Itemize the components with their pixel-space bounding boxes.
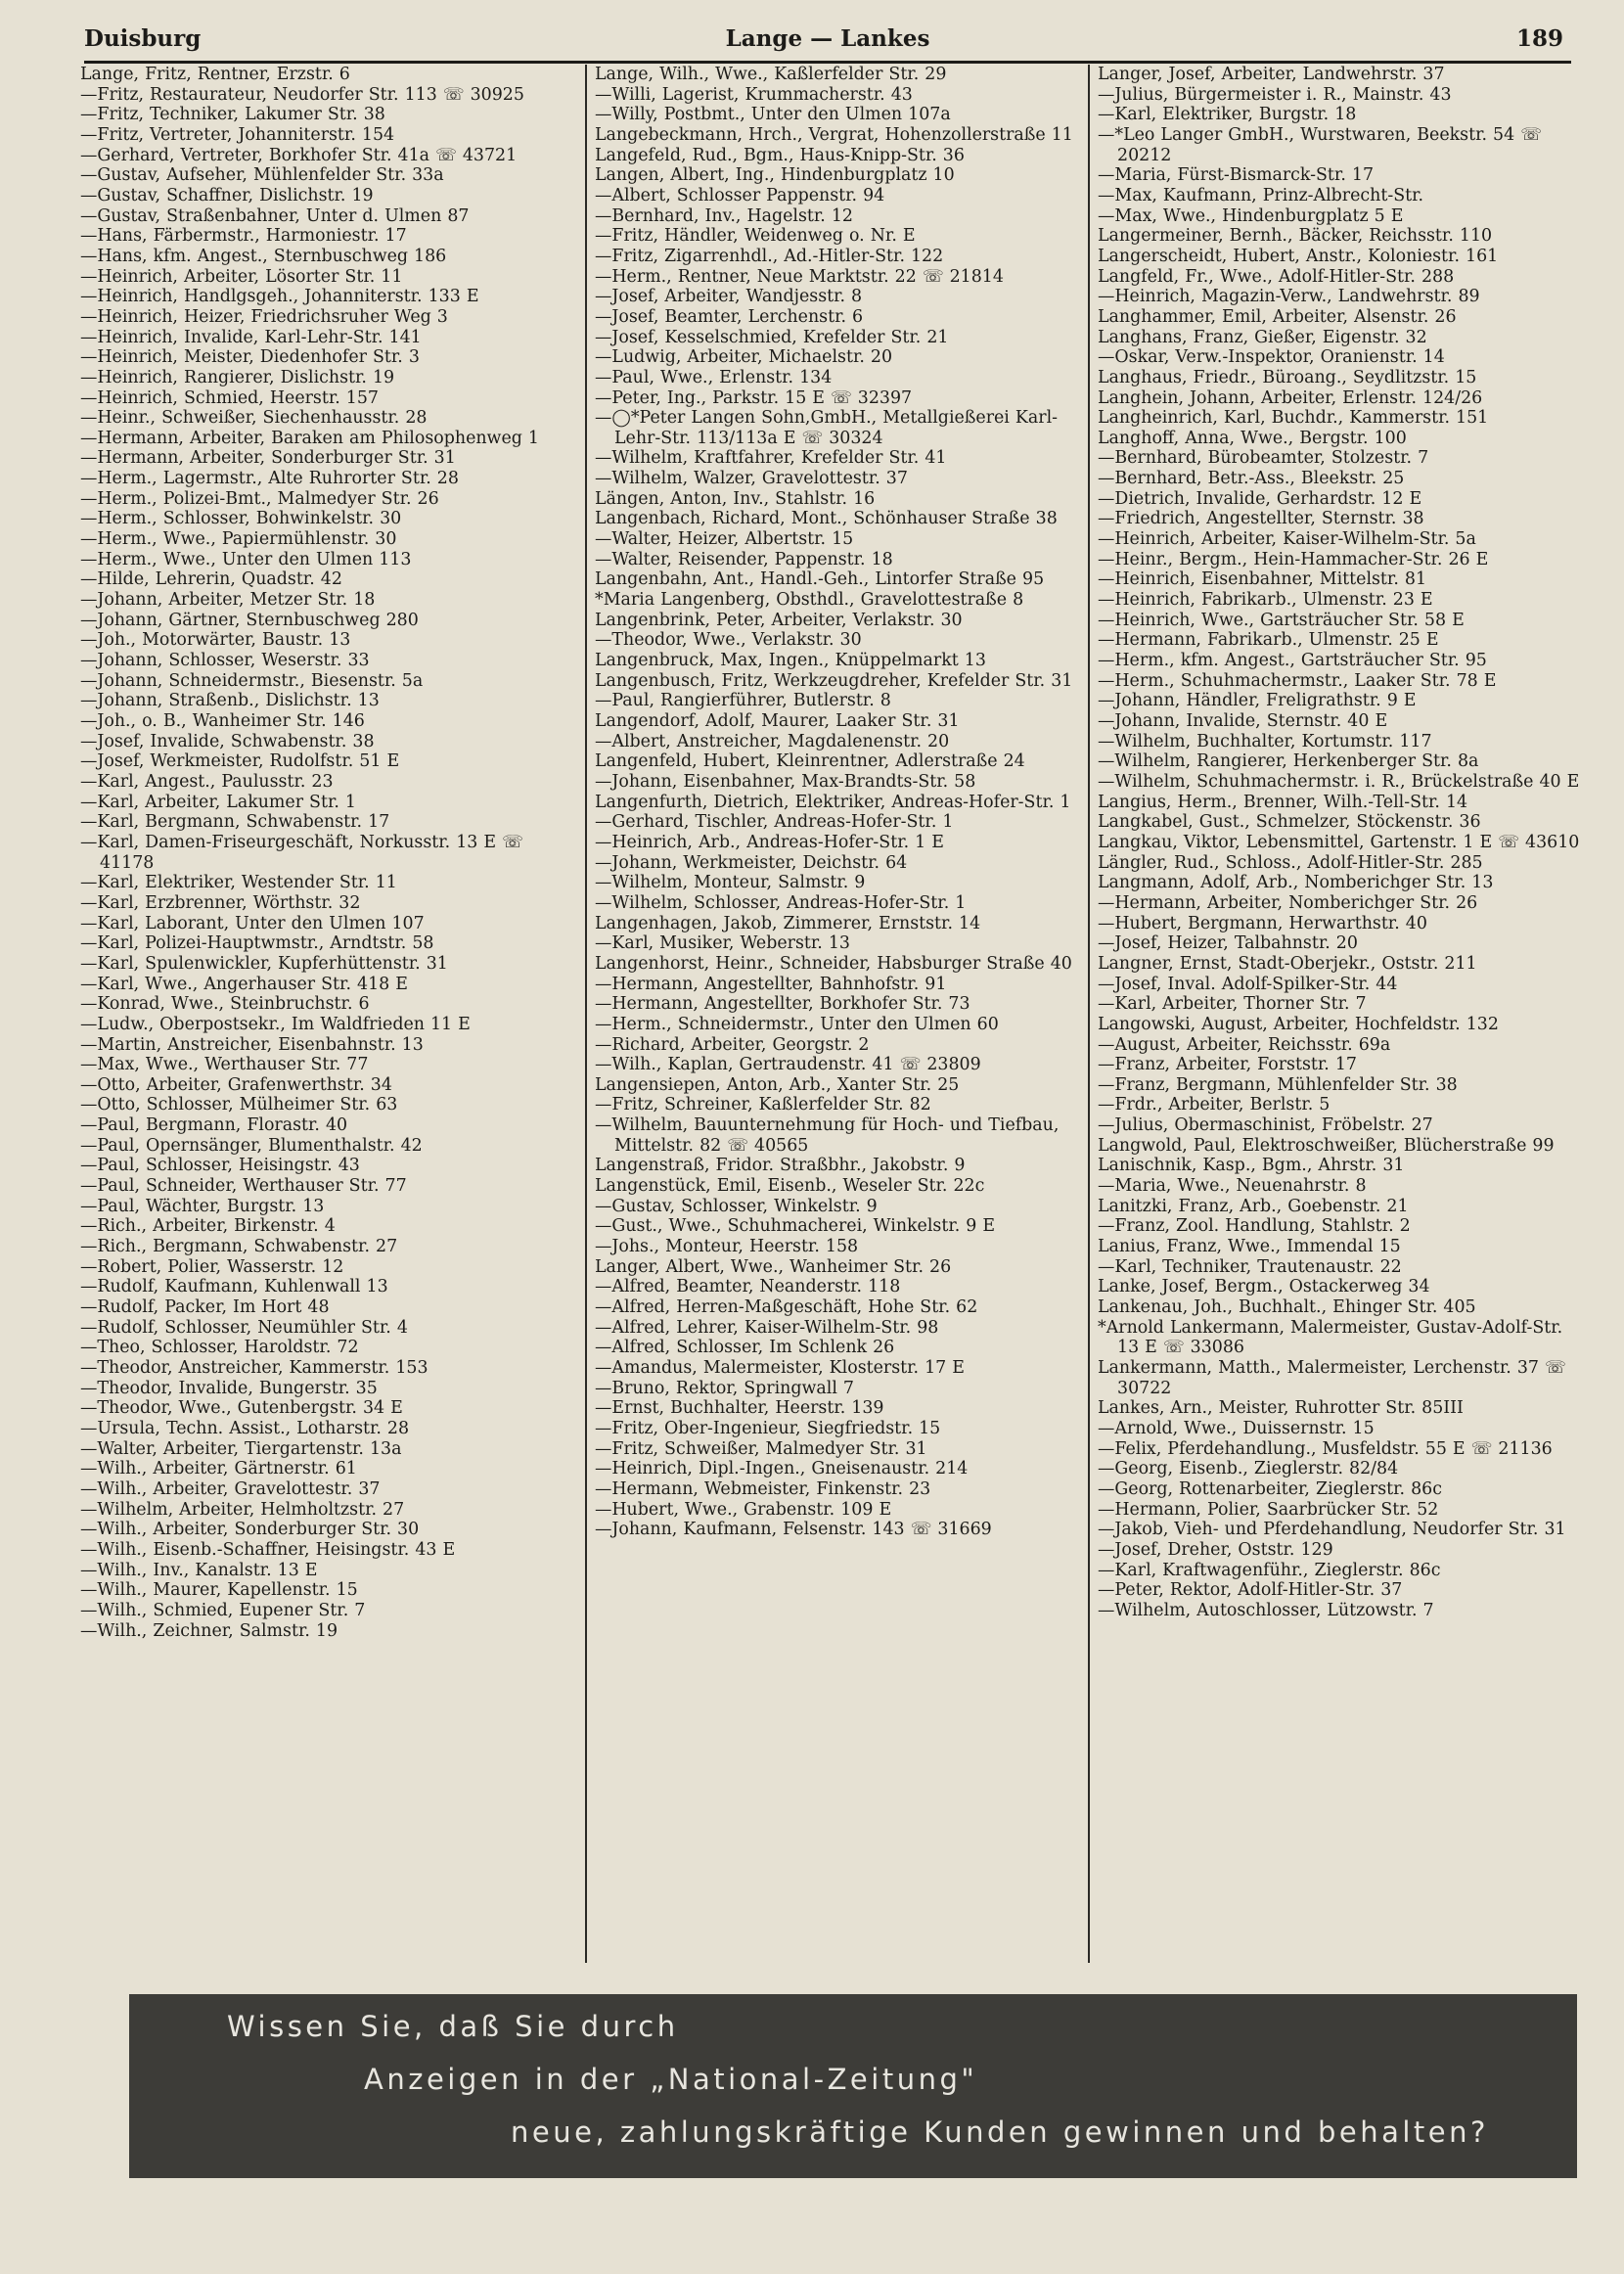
directory-entry: —Wilhelm, Bauunternehmung für Hoch- und Tiefbau, Mittelstr. 82 ☏ 40565 <box>595 1115 1060 1156</box>
directory-entry: Langhammer, Emil, Arbeiter, Alsenstr. 26 <box>1098 306 1457 327</box>
directory-entry: —Wilh., Maurer, Kapellenstr. 15 <box>80 1580 358 1601</box>
directory-entry: —Maria, Wwe., Neuenahrstr. 8 <box>1098 1176 1367 1197</box>
directory-entry: —Walter, Heizer, Albertstr. 15 <box>595 529 854 550</box>
directory-entry: —Jakob, Vieh- und Pferdehandlung, Neudorfer Str. 31 <box>1098 1520 1566 1540</box>
directory-entry: Lanischnik, Kasp., Bgm., Ahrstr. 31 <box>1098 1156 1405 1176</box>
advertisement-banner <box>129 1994 1577 2178</box>
directory-entry: —Wilh., Arbeiter, Gravelottestr. 37 <box>80 1478 381 1499</box>
directory-entry: —Oskar, Verw.-Inspektor, Oranienstr. 14 <box>1098 347 1445 368</box>
directory-entry: —Heinrich, Dipl.-Ingen., Gneisenaustr. 214 <box>595 1459 969 1479</box>
directory-entry: —Johann, Straßenb., Dislichstr. 13 <box>80 691 380 711</box>
directory-entry: —Hermann, Polier, Saarbrücker Str. 52 <box>1098 1499 1439 1520</box>
directory-entry: *Maria Langenberg, Obsthdl., Gravelottestraße 8 <box>595 590 1024 611</box>
directory-entry: Langenbach, Richard, Mont., Schönhauser Straße 38 <box>595 509 1058 529</box>
directory-entry: Lanitzki, Franz, Arb., Goebenstr. 21 <box>1098 1196 1409 1216</box>
directory-entry: —Heinrich, Handlgsgeh., Johanniterstr. 133 E <box>80 287 479 307</box>
directory-entry: Langhoff, Anna, Wwe., Bergstr. 100 <box>1098 428 1407 448</box>
directory-entry: —Wilhelm, Autoschlosser, Lützowstr. 7 <box>1098 1600 1434 1620</box>
page-header <box>84 22 1571 64</box>
directory-entry: —Heinrich, Fabrikarb., Ulmenstr. 23 E <box>1098 590 1433 611</box>
directory-entry: —◯*Peter Langen Sohn,GmbH., Metallgießerei Karl-Lehr-Str. 113/113a E ☏ 30324 <box>595 408 1059 448</box>
directory-entry: —Herm., kfm. Angest., Gartsträucher Str. 95 <box>1098 651 1487 671</box>
directory-entry: —Heinrich, Invalide, Karl-Lehr-Str. 141 <box>80 327 422 347</box>
directory-entry: —Wilh., Eisenb.-Schaffner, Heisingstr. 43 E <box>80 1539 456 1560</box>
directory-entry: —Paul, Wächter, Burgstr. 13 <box>80 1196 325 1216</box>
directory-entry: —Karl, Polizei-Hauptwmstr., Arndtstr. 58 <box>80 933 434 954</box>
directory-entry: Langenbrink, Peter, Arbeiter, Verlakstr. 30 <box>595 610 963 630</box>
directory-entry: —Hubert, Bergmann, Herwarthstr. 40 <box>1098 913 1427 933</box>
directory-entry: —Karl, Bergmann, Schwabenstr. 17 <box>80 812 390 833</box>
directory-entry: —Maria, Fürst-Bismarck-Str. 17 <box>1098 165 1375 186</box>
directory-entry: —Karl, Arbeiter, Lakumer Str. 1 <box>80 792 356 812</box>
directory-entry: —Karl, Damen-Friseurgeschäft, Norkusstr. 13 E ☏ 41178 <box>80 832 523 873</box>
directory-entry: —Wilh., Kaplan, Gertraudenstr. 41 ☏ 23809 <box>595 1055 981 1075</box>
advert-line-2: Anzeigen in der „National-Zeitung" <box>364 2063 978 2096</box>
advert-line-3: neue, zahlungskräftige Kunden gewinnen und behalten? <box>511 2115 1489 2149</box>
directory-entry: Langenstück, Emil, Eisenb., Weseler Str. 22c <box>595 1176 985 1197</box>
directory-entry: —Max, Kaufmann, Prinz-Albrecht-Str. <box>1098 185 1424 205</box>
directory-entry: —Wilhelm, Schlosser, Andreas-Hofer-Str. 1 <box>595 892 967 913</box>
directory-entry: Lankenau, Joh., Buchhalt., Ehinger Str. 405 <box>1098 1297 1476 1318</box>
directory-entry: —Georg, Eisenb., Zieglerstr. 82/84 <box>1098 1459 1399 1479</box>
directory-entry: —Amandus, Malermeister, Klosterstr. 17 E <box>595 1358 965 1378</box>
directory-entry: —Rudolf, Kaufmann, Kuhlenwall 13 <box>80 1277 388 1297</box>
directory-entry: —Friedrich, Angestellter, Sternstr. 38 <box>1098 509 1424 529</box>
directory-entry: —Dietrich, Invalide, Gerhardstr. 12 E <box>1098 488 1422 509</box>
directory-entry: Langheinrich, Karl, Buchdr., Kammerstr. 151 <box>1098 408 1489 429</box>
directory-entry: —Wilhelm, Arbeiter, Helmholtzstr. 27 <box>80 1499 405 1520</box>
directory-entry: —Karl, Angest., Paulusstr. 23 <box>80 771 334 792</box>
directory-entry: —Rudolf, Schlosser, Neumühler Str. 4 <box>80 1317 408 1338</box>
directory-entry: Lankermann, Matth., Malermeister, Lerchenstr. 37 ☏ 30722 <box>1098 1358 1566 1398</box>
directory-entry: —Walter, Arbeiter, Tiergartenstr. 13a <box>80 1438 402 1459</box>
directory-entry: —Fritz, Ober-Ingenieur, Siegfriedstr. 15 <box>595 1418 941 1438</box>
directory-entry: —Wilh., Zeichner, Salmstr. 19 <box>80 1620 338 1641</box>
directory-entry: —Josef, Beamter, Lerchenstr. 6 <box>595 306 864 327</box>
directory-entry: —Rich., Bergmann, Schwabenstr. 27 <box>80 1237 398 1257</box>
directory-entry: —Hermann, Webmeister, Finkenstr. 23 <box>595 1478 931 1499</box>
directory-entry: —Johann, Gärtner, Sternbuschweg 280 <box>80 610 419 630</box>
directory-entry: —Wilhelm, Kraftfahrer, Krefelder Str. 41 <box>595 448 947 469</box>
directory-entry: —Paul, Bergmann, Florastr. 40 <box>80 1115 348 1136</box>
directory-entry: Langowski, August, Arbeiter, Hochfeldstr. 132 <box>1098 1014 1499 1034</box>
directory-entry: —Paul, Schlosser, Heisingstr. 43 <box>80 1156 360 1176</box>
directory-entry: —Wilh., Inv., Kanalstr. 13 E <box>80 1560 318 1580</box>
directory-entry: —Heinr., Bergm., Hein-Hammacher-Str. 26 E <box>1098 549 1489 569</box>
directory-entry: —Bernhard, Inv., Hagelstr. 12 <box>595 205 853 226</box>
directory-entry: —Alfred, Herren-Maßgeschäft, Hohe Str. 62 <box>595 1297 978 1318</box>
directory-entry: Langenhorst, Heinr., Schneider, Habsburger Straße 40 <box>595 953 1072 974</box>
directory-entry: —Max, Wwe., Hindenburgplatz 5 E <box>1098 205 1404 226</box>
directory-entry: —Johann, Schlosser, Weserstr. 33 <box>80 651 370 671</box>
directory-entry: Langenfurth, Dietrich, Elektriker, Andreas-Hofer-Str. 1 <box>595 792 1071 812</box>
directory-entry: —Gustav, Schaffner, Dislichstr. 19 <box>80 185 374 205</box>
directory-entry: Längler, Rud., Schloss., Adolf-Hitler-Str. 285 <box>1098 852 1483 873</box>
directory-entry: —Johann, Schneidermstr., Biesenstr. 5a <box>80 670 424 691</box>
directory-entry: —Joh., Motorwärter, Baustr. 13 <box>80 630 351 651</box>
directory-entry: —Herm., Rentner, Neue Marktstr. 22 ☏ 21814 <box>595 266 1004 287</box>
directory-entry: —Johann, Invalide, Sternstr. 40 E <box>1098 711 1388 731</box>
directory-entry: —Johann, Händler, Freligrathstr. 9 E <box>1098 691 1417 711</box>
directory-entry: —Felix, Pferdehandlung., Musfeldstr. 55 E ☏ 21136 <box>1098 1438 1553 1459</box>
directory-entry: —Alfred, Schlosser, Im Schlenk 26 <box>595 1338 895 1358</box>
directory-entry: —Heinrich, Heizer, Friedrichsruher Weg 3 <box>80 306 448 327</box>
directory-entry: —Hermann, Fabrikarb., Ulmenstr. 25 E <box>1098 630 1439 651</box>
directory-entry: —Ludwig, Arbeiter, Michaelstr. 20 <box>595 347 893 368</box>
directory-entry: —Gustav, Schlosser, Winkelstr. 9 <box>595 1196 878 1216</box>
directory-entry: —Julius, Bürgermeister i. R., Mainstr. 43 <box>1098 84 1452 105</box>
directory-entry: —Theodor, Invalide, Bungerstr. 35 <box>80 1378 378 1398</box>
directory-entry: Langhans, Franz, Gießer, Eigenstr. 32 <box>1098 327 1427 347</box>
directory-entry: —Fritz, Schweißer, Malmedyer Str. 31 <box>595 1438 927 1459</box>
directory-entry: —Max, Wwe., Werthauser Str. 77 <box>80 1055 369 1075</box>
directory-entry: —Wilhelm, Buchhalter, Kortumstr. 117 <box>1098 731 1432 751</box>
directory-entry: —Fritz, Techniker, Lakumer Str. 38 <box>80 105 385 125</box>
directory-entry: —Gerhard, Tischler, Andreas-Hofer-Str. 1 <box>595 812 954 833</box>
directory-entry: —Bruno, Rektor, Springwall 7 <box>595 1378 854 1398</box>
directory-entry: —Gerhard, Vertreter, Borkhofer Str. 41a ☏ 43721 <box>80 145 518 165</box>
directory-entry: —Franz, Bergmann, Mühlenfelder Str. 38 <box>1098 1074 1458 1095</box>
directory-entry: Langner, Ernst, Stadt-Oberjekr., Oststr. 211 <box>1098 953 1477 974</box>
directory-entry: —Karl, Laborant, Unter den Ulmen 107 <box>80 913 425 933</box>
directory-entry: —Heinrich, Schmied, Heerstr. 157 <box>80 387 379 408</box>
directory-entry: —*Leo Langer GmbH., Wurstwaren, Beekstr. 54 ☏ 20212 <box>1098 124 1542 165</box>
directory-entry: Langenhagen, Jakob, Zimmerer, Ernststr. 14 <box>595 913 981 933</box>
directory-entry: —Hermann, Arbeiter, Sonderburger Str. 31 <box>80 448 456 469</box>
directory-entry: —Hermann, Angestellter, Borkhofer Str. 73 <box>595 994 970 1015</box>
directory-entry: —Willi, Lagerist, Krummacherstr. 43 <box>595 84 913 105</box>
directory-entry: —Heinrich, Arb., Andreas-Hofer-Str. 1 E <box>595 832 944 852</box>
directory-entry: —Heinrich, Arbeiter, Lösorter Str. 11 <box>80 266 403 287</box>
directory-entry: Langenstraß, Fridor. Straßbhr., Jakobstr. 9 <box>595 1156 966 1176</box>
directory-entry: Langen, Albert, Ing., Hindenburgplatz 10 <box>595 165 955 186</box>
directory-entry: Langenbruck, Max, Ingen., Knüppelmarkt 13 <box>595 651 986 671</box>
directory-entry: —Theodor, Wwe., Gutenbergstr. 34 E <box>80 1398 403 1419</box>
directory-entry: —Franz, Zool. Handlung, Stahlstr. 2 <box>1098 1216 1411 1237</box>
directory-entry: —Josef, Arbeiter, Wandjesstr. 8 <box>595 287 863 307</box>
directory-entry: —Ernst, Buchhalter, Heerstr. 139 <box>595 1398 884 1419</box>
directory-entry: —Hubert, Wwe., Grabenstr. 109 E <box>595 1499 892 1520</box>
directory-entry: —Theodor, Anstreicher, Kammerstr. 153 <box>80 1358 429 1378</box>
directory-entry: Längen, Anton, Inv., Stahlstr. 16 <box>595 488 876 509</box>
directory-entry: Langebeckmann, Hrch., Vergrat, Hohenzollerstraße 11 <box>595 124 1073 145</box>
directory-entry: Langenbusch, Fritz, Werkzeugdreher, Krefelder Str. 31 <box>595 670 1073 691</box>
directory-entry: —Hans, Färbermstr., Harmoniestr. 17 <box>80 226 407 247</box>
directory-entry: Langkabel, Gust., Schmelzer, Stöckenstr. 36 <box>1098 812 1481 833</box>
directory-entry: —Georg, Rottenarbeiter, Zieglerstr. 86c <box>1098 1478 1442 1499</box>
directory-entry: —Fritz, Schreiner, Kaßlerfelder Str. 82 <box>595 1095 931 1115</box>
directory-entry: —Rudolf, Packer, Im Hort 48 <box>80 1297 330 1318</box>
directory-entry: —Albert, Anstreicher, Magdalenenstr. 20 <box>595 731 950 751</box>
directory-entry: *Arnold Lankermann, Malermeister, Gustav-Adolf-Str. 13 E ☏ 33086 <box>1098 1317 1563 1358</box>
directory-entry: —Otto, Arbeiter, Grafenwerthstr. 34 <box>80 1074 392 1095</box>
directory-entry: —Paul, Wwe., Erlenstr. 134 <box>595 367 833 387</box>
directory-entry: —Joh., o. B., Wanheimer Str. 146 <box>80 711 365 731</box>
directory-entry: —Heinrich, Arbeiter, Kaiser-Wilhelm-Str. 5a <box>1098 529 1476 550</box>
directory-entry: Lanke, Josef, Bergm., Ostackerweg 34 <box>1098 1277 1430 1297</box>
directory-entry: —Josef, Invalide, Schwabenstr. 38 <box>80 731 375 751</box>
directory-entry: —Julius, Obermaschinist, Fröbelstr. 27 <box>1098 1115 1433 1136</box>
directory-entry: —Herm., Schuhmachermstr., Laaker Str. 78 E <box>1098 670 1497 691</box>
directory-entry: —Arnold, Wwe., Duissernstr. 15 <box>1098 1418 1375 1438</box>
directory-entry: —Josef, Dreher, Oststr. 129 <box>1098 1539 1333 1560</box>
directory-entry: —Heinrich, Rangierer, Dislichstr. 19 <box>80 367 395 387</box>
directory-entry: —Ursula, Techn. Assist., Lotharstr. 28 <box>80 1418 410 1438</box>
directory-entry: Langensiepen, Anton, Arb., Xanter Str. 25 <box>595 1074 960 1095</box>
directory-entry: —Wilhelm, Schuhmachermstr. i. R., Brückelstraße 40 E <box>1098 771 1580 792</box>
directory-entry: —Frdr., Arbeiter, Berlstr. 5 <box>1098 1095 1331 1115</box>
directory-columns <box>76 65 1580 1963</box>
directory-entry: Langhein, Johann, Arbeiter, Erlenstr. 124/26 <box>1098 387 1483 408</box>
directory-entry: Langhaus, Friedr., Büroang., Seydlitzstr. 15 <box>1098 367 1477 387</box>
directory-entry: Langfeld, Fr., Wwe., Adolf-Hitler-Str. 288 <box>1098 266 1455 287</box>
directory-entry: —Johann, Werkmeister, Deichstr. 64 <box>595 852 908 873</box>
directory-entry: —Herm., Lagermstr., Alte Ruhrorter Str. 28 <box>80 469 459 489</box>
directory-entry: —Josef, Heizer, Talbahnstr. 20 <box>1098 933 1358 954</box>
directory-entry: —Gust., Wwe., Schuhmacherei, Winkelstr. 9 E <box>595 1216 996 1237</box>
directory-entry: —Gustav, Straßenbahner, Unter d. Ulmen 87 <box>80 205 470 226</box>
directory-entry: Langermeiner, Bernh., Bäcker, Reichsstr. 110 <box>1098 226 1493 247</box>
directory-entry: —Wilhelm, Monteur, Salmstr. 9 <box>595 873 866 893</box>
directory-entry: —Paul, Rangierführer, Butlerstr. 8 <box>595 691 891 711</box>
directory-entry: —Heinrich, Meister, Diedenhofer Str. 3 <box>80 347 420 368</box>
directory-entry: Langmann, Adolf, Arb., Nomberichger Str. 13 <box>1098 873 1494 893</box>
directory-entry: Langendorf, Adolf, Maurer, Laaker Str. 31 <box>595 711 960 731</box>
directory-column-3 <box>1088 65 1587 1963</box>
directory-entry: Langer, Josef, Arbeiter, Landwehrstr. 37 <box>1098 65 1445 84</box>
directory-entry: —Karl, Elektriker, Burgstr. 18 <box>1098 105 1357 125</box>
directory-entry: —Josef, Kesselschmied, Krefelder Str. 21 <box>595 327 949 347</box>
directory-entry: Langenfeld, Hubert, Kleinrentner, Adlerstraße 24 <box>595 751 1025 772</box>
directory-entry: —Johann, Arbeiter, Metzer Str. 18 <box>80 590 376 611</box>
directory-entry: Lange, Wilh., Wwe., Kaßlerfelder Str. 29 <box>595 65 947 84</box>
directory-entry: —Fritz, Restaurateur, Neudorfer Str. 113 ☏ 30925 <box>80 84 524 105</box>
directory-entry: —Herm., Wwe., Unter den Ulmen 113 <box>80 549 412 569</box>
directory-entry: —Richard, Arbeiter, Georgstr. 2 <box>595 1034 870 1055</box>
page-number: 189 <box>1515 25 1563 52</box>
directory-entry: —Paul, Schneider, Werthauser Str. 77 <box>80 1176 407 1197</box>
header-city: Duisburg <box>84 25 202 52</box>
directory-entry: —Fritz, Vertreter, Johanniterstr. 154 <box>80 124 395 145</box>
directory-entry: Lanius, Franz, Wwe., Immendal 15 <box>1098 1237 1401 1257</box>
directory-entry: —Heinr., Schweißer, Siechenhausstr. 28 <box>80 408 428 429</box>
directory-entry: Langefeld, Rud., Bgm., Haus-Knipp-Str. 36 <box>595 145 965 165</box>
directory-entry: —Otto, Schlosser, Mülheimer Str. 63 <box>80 1095 398 1115</box>
directory-entry: —Fritz, Händler, Weidenweg o. Nr. E <box>595 226 916 247</box>
directory-entry: —Johs., Monteur, Heerstr. 158 <box>595 1237 859 1257</box>
directory-entry: —Bernhard, Betr.-Ass., Bleekstr. 25 <box>1098 469 1405 489</box>
directory-entry: —Hermann, Angestellter, Bahnhofstr. 91 <box>595 974 947 994</box>
directory-entry: Langwold, Paul, Elektroschweißer, Blücherstraße 99 <box>1098 1135 1555 1156</box>
directory-entry: —Karl, Arbeiter, Thorner Str. 7 <box>1098 994 1367 1015</box>
directory-entry: —Karl, Techniker, Trautenaustr. 22 <box>1098 1256 1402 1277</box>
directory-entry: —Josef, Werkmeister, Rudolfstr. 51 E <box>80 751 400 772</box>
directory-entry: —Theo, Schlosser, Haroldstr. 72 <box>80 1338 359 1358</box>
directory-entry: —Martin, Anstreicher, Eisenbahnstr. 13 <box>80 1034 424 1055</box>
directory-entry: —Karl, Elektriker, Westender Str. 11 <box>80 873 397 893</box>
directory-entry: —Karl, Spulenwickler, Kupferhüttenstr. 31 <box>80 953 448 974</box>
directory-entry: —Johann, Eisenbahner, Max-Brandts-Str. 58 <box>595 771 976 792</box>
directory-entry: —Herm., Polizei-Bmt., Malmedyer Str. 26 <box>80 488 439 509</box>
directory-entry: —Ludw., Oberpostsekr., Im Waldfrieden 11 E <box>80 1014 471 1034</box>
directory-entry: —Franz, Arbeiter, Forststr. 17 <box>1098 1055 1357 1075</box>
directory-entry: —Robert, Polier, Wasserstr. 12 <box>80 1256 344 1277</box>
directory-column-2 <box>585 65 1084 1963</box>
directory-entry: —Walter, Reisender, Pappenstr. 18 <box>595 549 893 569</box>
advert-line-1: Wissen Sie, daß Sie durch <box>227 2010 679 2043</box>
directory-column-1 <box>80 65 573 1963</box>
directory-entry: —Theodor, Wwe., Verlakstr. 30 <box>595 630 862 651</box>
directory-entry: —Rich., Arbeiter, Birkenstr. 4 <box>80 1216 336 1237</box>
directory-entry: Lange, Fritz, Rentner, Erzstr. 6 <box>80 65 350 84</box>
directory-entry: Langkau, Viktor, Lebensmittel, Gartenstr. 1 E ☏ 43610 <box>1098 832 1580 852</box>
directory-entry: —Hilde, Lehrerin, Quadstr. 42 <box>80 569 342 590</box>
directory-entry: —Karl, Wwe., Angerhauser Str. 418 E <box>80 974 408 994</box>
directory-entry: —Bernhard, Bürobeamter, Stolzestr. 7 <box>1098 448 1429 469</box>
directory-entry: —Wilhelm, Walzer, Gravelottestr. 37 <box>595 469 908 489</box>
directory-entry: —Alfred, Lehrer, Kaiser-Wilhelm-Str. 98 <box>595 1317 939 1338</box>
directory-entry: —Peter, Ing., Parkstr. 15 E ☏ 32397 <box>595 387 913 408</box>
header-range: Lange — Lankes <box>725 25 930 52</box>
directory-entry: Langenbahn, Ant., Handl.-Geh., Lintorfer Straße 95 <box>595 569 1045 590</box>
directory-entry: —Wilh., Schmied, Eupener Str. 7 <box>80 1600 366 1620</box>
directory-entry: —Heinrich, Wwe., Gartsträucher Str. 58 E <box>1098 610 1465 630</box>
directory-entry: —Karl, Kraftwagenführ., Zieglerstr. 86c <box>1098 1560 1441 1580</box>
directory-entry: —Johann, Kaufmann, Felsenstr. 143 ☏ 31669 <box>595 1520 992 1540</box>
directory-entry: —Josef, Inval. Adolf-Spilker-Str. 44 <box>1098 974 1398 994</box>
directory-entry: —Hermann, Arbeiter, Baraken am Philosophenweg 1 <box>80 428 539 448</box>
directory-entry: —Wilh., Arbeiter, Gärtnerstr. 61 <box>80 1459 357 1479</box>
directory-entry: —Willy, Postbmt., Unter den Ulmen 107a <box>595 105 951 125</box>
directory-entry: —Peter, Rektor, Adolf-Hitler-Str. 37 <box>1098 1580 1403 1601</box>
directory-entry: —Karl, Musiker, Weberstr. 13 <box>595 933 850 954</box>
directory-entry: —Wilh., Arbeiter, Sonderburger Str. 30 <box>80 1520 420 1540</box>
directory-entry: —Wilhelm, Rangierer, Herkenberger Str. 8a <box>1098 751 1479 772</box>
directory-entry: Langerscheidt, Hubert, Anstr., Koloniestr. 161 <box>1098 246 1499 266</box>
directory-entry: —Heinrich, Eisenbahner, Mittelstr. 81 <box>1098 569 1427 590</box>
directory-entry: —Herm., Wwe., Papiermühlenstr. 30 <box>80 529 397 550</box>
directory-entry: Langer, Albert, Wwe., Wanheimer Str. 26 <box>595 1256 952 1277</box>
directory-entry: Lankes, Arn., Meister, Ruhrotter Str. 85III <box>1098 1398 1464 1419</box>
directory-entry: —August, Arbeiter, Reichsstr. 69a <box>1098 1034 1391 1055</box>
directory-entry: —Albert, Schlosser Pappenstr. 94 <box>595 185 885 205</box>
directory-entry: —Hans, kfm. Angest., Sternbuschweg 186 <box>80 246 447 266</box>
directory-entry: —Hermann, Arbeiter, Nomberichger Str. 26 <box>1098 892 1478 913</box>
directory-entry: —Alfred, Beamter, Neanderstr. 118 <box>595 1277 901 1297</box>
directory-entry: —Gustav, Aufseher, Mühlenfelder Str. 33a <box>80 165 444 186</box>
directory-entry: —Karl, Erzbrenner, Wörthstr. 32 <box>80 892 361 913</box>
directory-entry: —Herm., Schneidermstr., Unter den Ulmen 60 <box>595 1014 999 1034</box>
directory-entry: —Konrad, Wwe., Steinbruchstr. 6 <box>80 994 370 1015</box>
directory-entry: —Herm., Schlosser, Bohwinkelstr. 30 <box>80 509 402 529</box>
directory-entry: —Paul, Opernsänger, Blumenthalstr. 42 <box>80 1135 423 1156</box>
directory-entry: —Heinrich, Magazin-Verw., Landwehrstr. 89 <box>1098 287 1480 307</box>
directory-entry: Langius, Herm., Brenner, Wilh.-Tell-Str. 14 <box>1098 792 1468 812</box>
directory-entry: —Fritz, Zigarrenhdl., Ad.-Hitler-Str. 122 <box>595 246 944 266</box>
